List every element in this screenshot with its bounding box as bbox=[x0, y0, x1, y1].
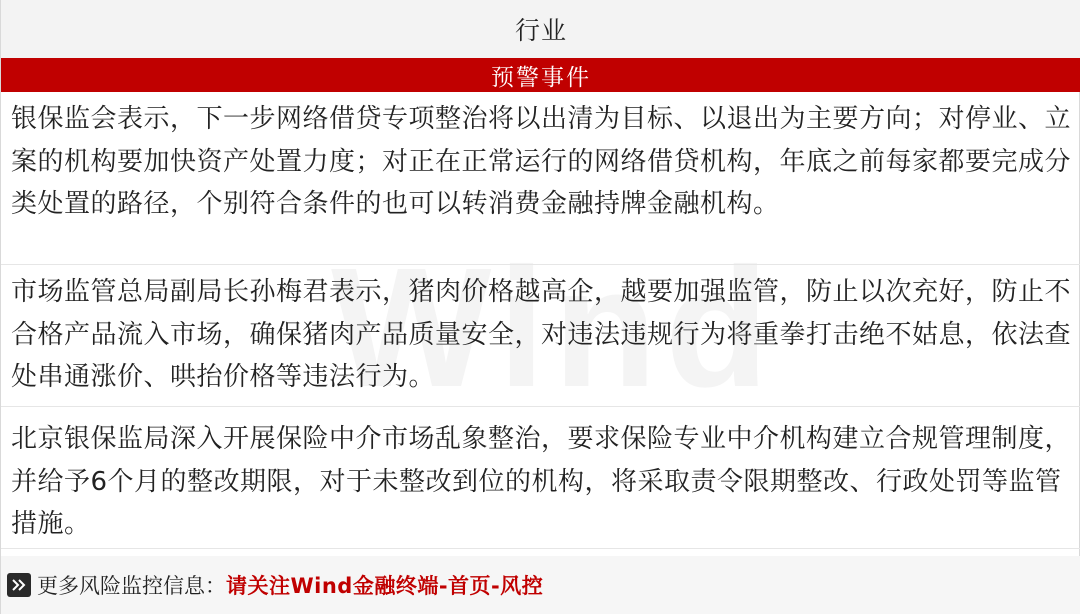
warning-events-banner bbox=[1, 58, 1080, 92]
section-title-text: 行业 bbox=[514, 16, 567, 45]
wind-terminal-link[interactable]: 请关注Wind金融终端-首页-风控 bbox=[226, 574, 544, 598]
divider bbox=[1, 264, 1080, 265]
warning-events-label: 预警事件 bbox=[491, 64, 591, 91]
more-info-footer bbox=[1, 556, 1080, 614]
divider bbox=[1, 406, 1080, 407]
news-item: 市场监管总局副局长孙梅君表示，猪肉价格越高企，越要加强监管，防止以次充好，防止不合格产品流入市场，确保猪肉产品质量安全，对违法违规行为将重拳打击绝不姑息，依法查处串通涨价、哄抬价格等违法行为。 bbox=[11, 277, 1072, 392]
divider bbox=[1, 548, 1080, 549]
double-chevron-right-icon bbox=[7, 573, 31, 597]
more-info-label: 更多风险监控信息： bbox=[37, 574, 226, 598]
section-title bbox=[1, 0, 1080, 59]
news-item: 银保监会表示，下一步网络借贷专项整治将以出清为目标、以退出为主要方向；对停业、立案的机构要加快资产处置力度；对正在正常运行的网络借贷机构，年底之前每家都要完成分类处置的路径，个别符合条件的也可以转消费金融持牌金融机构。 bbox=[11, 104, 1072, 219]
news-item: 北京银保监局深入开展保险中介市场乱象整治，要求保险专业中介机构建立合规管理制度，并给予6个月的整改期限，对于未整改到位的机构，将采取责令限期整改、行政处罚等监管措施。 bbox=[11, 424, 1072, 539]
